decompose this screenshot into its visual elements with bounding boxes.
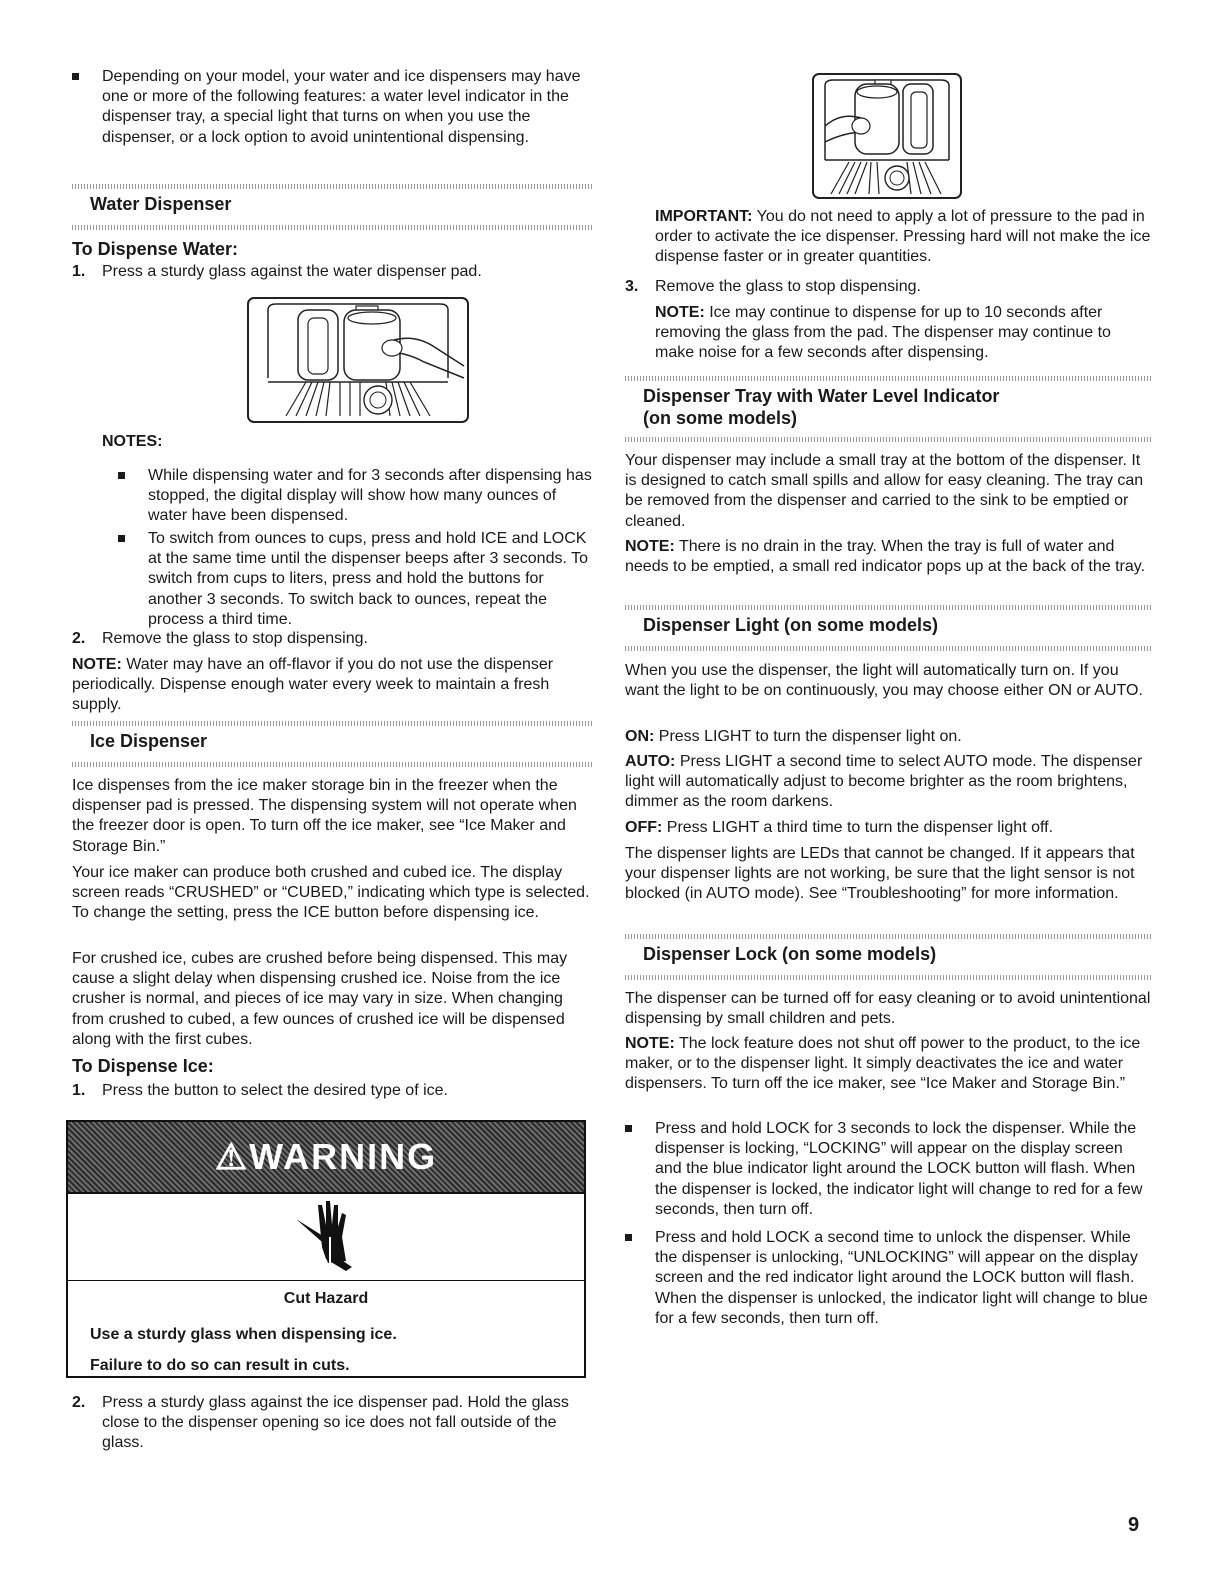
- light-paragraph-1: When you use the dispenser, the light will automatically turn on. If you want the light to be on continuously, you may choose either ON or AUTO.: [625, 662, 1143, 700]
- section-title: Dispenser Tray with Water Level Indicator (on some models): [643, 386, 1000, 428]
- intro-bullet: Depending on your model, your water and ice dispensers may have one or more of the following features: a water level indicator in the dispenser tray, a special light that turns on when you use the dispenser, or a lock option to avoid unintentional dispensing.: [72, 67, 592, 148]
- ice-dispenser-illustration: [811, 72, 963, 200]
- section-title: Water Dispenser: [90, 194, 232, 214]
- subheading-dispense-water: To Dispense Water:: [72, 239, 239, 259]
- ice-step-2: 2. Press a sturdy glass against the ice dispenser pad. Hold the glass close to the dispenser opening so ice does not fall outside of the glass.: [72, 1394, 569, 1452]
- warning-box: [66, 1120, 586, 1378]
- warning-line-2: Failure to do so can result in cuts.: [90, 1357, 350, 1374]
- warning-line-1: Use a sturdy glass when dispensing ice.: [90, 1326, 397, 1343]
- ice-paragraph-2: Your ice maker can produce both crushed and cubed ice. The display screen reads “CRUSHED” or “CUBED,” indicating which type is selected. To change the setting, press the ICE button before dispensing ice.: [72, 864, 590, 922]
- lock-bullet-1: Press and hold LOCK for 3 seconds to lock the dispenser. While the dispenser is locking, “LOCKING” will appear on the display screen and the blue indicator light around the LOCK button will flash. When the dispenser is locked, the indicator light will change to red for a few seconds, then turn off.: [625, 1119, 1153, 1220]
- water-dispenser-illustration: [246, 296, 470, 424]
- warning-header: ⚠WARNING: [68, 1122, 584, 1194]
- section-header-dispenser-light: [625, 605, 1153, 651]
- section-header-water-dispenser: [72, 184, 592, 230]
- ice-step-3-note: NOTE: Ice may continue to dispense for up to 10 seconds after removing the glass from the pad. The dispenser may continue to make noise for a few seconds after dispensing.: [655, 304, 1111, 362]
- important-note: IMPORTANT: You do not need to apply a lot of pressure to the pad in order to activate the ice dispenser. Pressing hard will not make the ice dispense faster or in greater quantities.: [655, 208, 1151, 266]
- lock-note: NOTE: The lock feature does not shut off power to the product, to the ice maker, or to the dispenser light. It simply deactivates the ice and water dispensers. To turn off the ice maker, see “Ice Maker and Storage Bin.”: [625, 1035, 1141, 1093]
- light-off: OFF: Press LIGHT a third time to turn the dispenser light off.: [625, 819, 1054, 836]
- tray-note: NOTE: There is no drain in the tray. When the tray is full of water and needs to be emptied, a small red indicator pops up at the back of the tray.: [625, 538, 1146, 576]
- cut-hand-icon: [286, 1197, 366, 1277]
- light-paragraph-2: The dispenser lights are LEDs that cannot be changed. If it appears that your dispenser lights are not working, be sure that the light sensor is not blocked (in AUTO mode). See “Troubleshooting” for more information.: [625, 845, 1135, 903]
- bullet-icon: [625, 1234, 632, 1241]
- page-number: 9: [1128, 1514, 1140, 1536]
- section-title: Dispenser Light (on some models): [643, 615, 939, 635]
- bullet-icon: [72, 73, 79, 80]
- section-title: Ice Dispenser: [90, 731, 208, 751]
- section-header-dispenser-tray: [625, 376, 1153, 442]
- bullet-icon: [118, 472, 125, 479]
- ice-paragraph-1: Ice dispenses from the ice maker storage bin in the freezer when the dispenser pad is pressed. The dispensing system will not operate when the freezer door is open. To turn off the ice maker, see “Ice Maker and Storage Bin.”: [72, 777, 577, 855]
- cut-hazard-symbol: [68, 1194, 584, 1281]
- subheading-dispense-ice: To Dispense Ice:: [72, 1056, 214, 1076]
- water-note: NOTE: Water may have an off-flavor if you do not use the dispenser periodically. Dispense enough water every week to maintain a fresh supply.: [72, 656, 554, 714]
- water-step-1: 1. Press a sturdy glass against the water dispenser pad.: [72, 263, 482, 280]
- warning-triangle-icon: ⚠: [214, 1136, 250, 1177]
- notes-label: NOTES:: [102, 433, 163, 450]
- ice-paragraph-3: For crushed ice, cubes are crushed before being dispensed. This may cause a slight delay when dispensing crushed ice. Noise from the ice crusher is normal, and pieces of ice may vary in size. When changing from crushed to cubed, a few ounces of crushed ice will be dispensed along with the first cubes.: [72, 950, 568, 1048]
- bullet-icon: [625, 1125, 632, 1132]
- lock-paragraph: The dispenser can be turned off for easy cleaning or to avoid unintentional dispensing by small children and pets.: [625, 990, 1151, 1028]
- ice-step-3: 3. Remove the glass to stop dispensing.: [625, 278, 921, 295]
- tray-paragraph: Your dispenser may include a small tray at the bottom of the dispenser. It is designed to catch small spills and allow for easy cleaning. The tray can be removed from the dispenser and carried to the sink to be emptied or cleaned.: [625, 452, 1144, 530]
- light-auto: AUTO: Press LIGHT a second time to select AUTO mode. The dispenser light will automatically adjust to become brighter as the room brightens, dimmer as the room darkens.: [625, 753, 1143, 811]
- section-header-dispenser-lock: [625, 934, 1153, 980]
- bullet-icon: [118, 535, 125, 542]
- note-bullet-1: While dispensing water and for 3 seconds after dispensing has stopped, the digital display will show how many ounces of water have been dispensed.: [118, 466, 592, 527]
- light-on: ON: Press LIGHT to turn the dispenser light on.: [625, 728, 962, 745]
- section-header-ice-dispenser: [72, 721, 592, 767]
- section-title: Dispenser Lock (on some models): [643, 944, 937, 964]
- warning-hazard: Cut Hazard: [283, 1290, 369, 1307]
- ice-step-1: 1. Press the button to select the desired type of ice.: [72, 1082, 448, 1099]
- water-step-2: 2. Remove the glass to stop dispensing.: [72, 630, 368, 647]
- lock-bullet-2: Press and hold LOCK a second time to unlock the dispenser. While the dispenser is unlocking, “UNLOCKING” will appear on the display screen and the red indicator light around the LOCK button will flash. When the dispenser is unlocked, the indicator light will change to blue for a few seconds, then turn off.: [625, 1228, 1153, 1329]
- note-bullet-2: To switch from ounces to cups, press and hold ICE and LOCK at the same time until the dispenser beeps after 3 seconds. To switch from cups to liters, press and hold the buttons for another 3 seconds. To switch back to ounces, repeat the process a third time.: [118, 529, 592, 630]
